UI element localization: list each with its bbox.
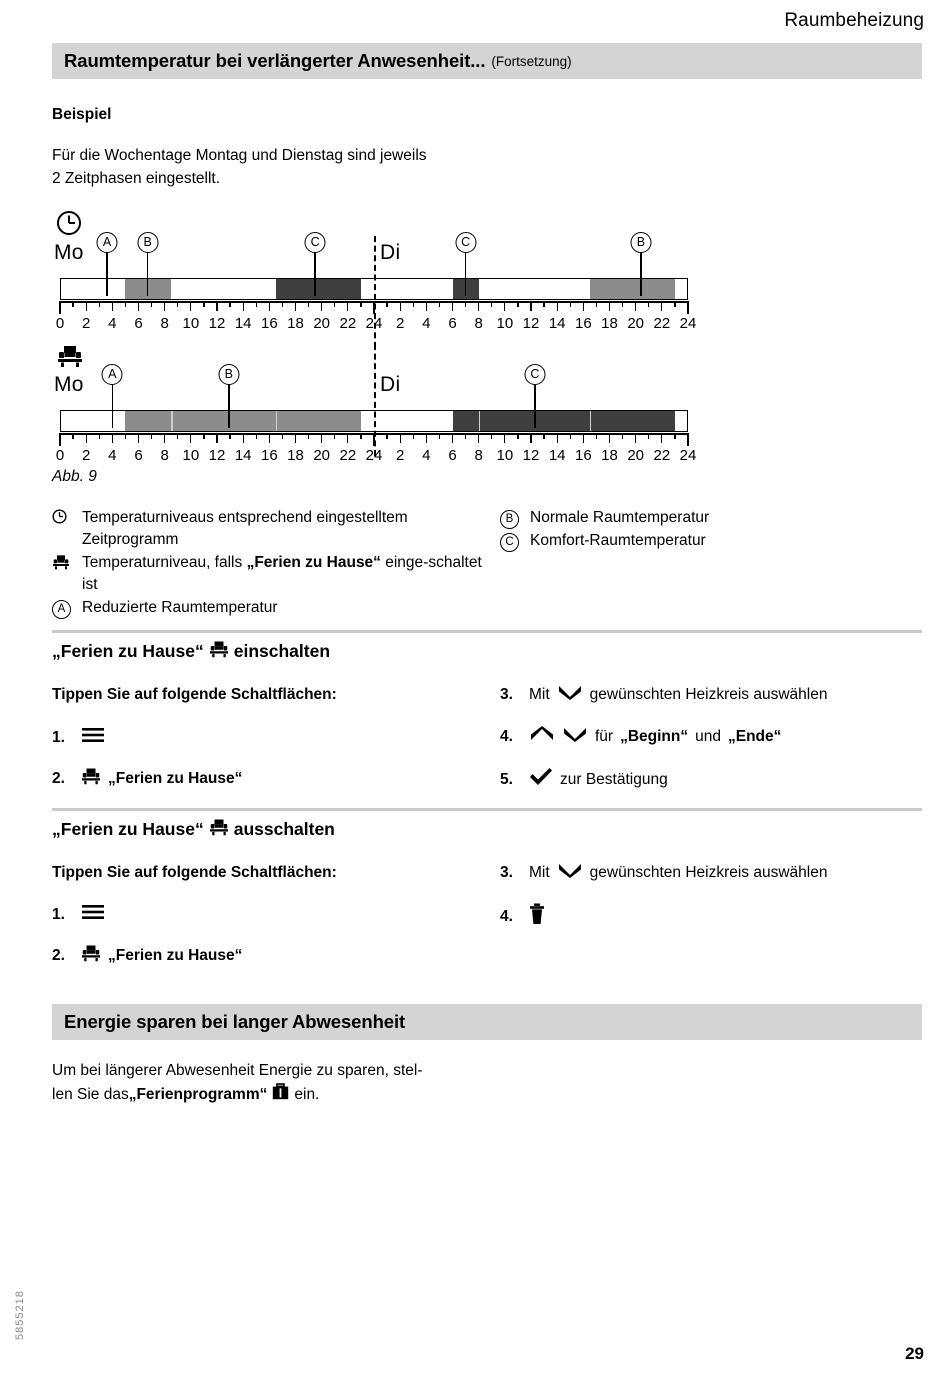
- chart-tick: [674, 433, 675, 439]
- chart-tick: [504, 301, 505, 311]
- chart-segment-divider: [590, 411, 592, 431]
- chart-tick: [125, 433, 126, 439]
- legend-label-pre: Temperaturniveau, falls: [82, 554, 247, 571]
- step-number: 2.: [52, 946, 65, 964]
- chart-tick: [583, 433, 584, 443]
- hamburger-menu-icon[interactable]: [81, 726, 105, 749]
- step-number: 3.: [500, 863, 513, 881]
- switch-on-intro: Tippen Sie auf folgende Schaltflächen:: [52, 686, 337, 703]
- energy-line-2-bold: „Ferienprogramm“: [128, 1085, 268, 1103]
- chart-tick-label: 22: [653, 447, 671, 464]
- chart-tick: [400, 301, 401, 311]
- chart-tick: [295, 301, 296, 311]
- chart-tick-label: 12: [522, 447, 540, 464]
- chart-tick: [635, 433, 636, 443]
- chart-tick: [164, 433, 165, 443]
- check-icon[interactable]: [529, 767, 553, 792]
- chart-tick: [256, 433, 257, 439]
- chart-callout-B: B: [218, 364, 239, 385]
- chart-tick: [452, 433, 453, 443]
- energy-section-title: Energie sparen bei langer Abwesenheit: [64, 1011, 406, 1032]
- chart-tick: [570, 433, 571, 439]
- chart-tick: [452, 301, 453, 311]
- legend-item: [52, 507, 482, 551]
- chart-tick: [138, 301, 139, 311]
- switch-off-heading: [52, 818, 335, 841]
- chart-tick-label: 14: [234, 447, 252, 464]
- chart-tick-label: 18: [601, 447, 618, 464]
- switch-off-heading-post: ausschalten: [233, 819, 335, 839]
- armchair-icon: [209, 818, 229, 841]
- switch-on-step-4[interactable]: [500, 725, 781, 748]
- chart-segment-divider: [276, 411, 278, 431]
- chart-callout-C: C: [305, 232, 326, 253]
- chart-tick: [243, 301, 244, 311]
- chart-tick-label: 12: [522, 315, 540, 332]
- step-number: 1.: [52, 905, 65, 923]
- chart-tick: [609, 433, 610, 443]
- chart-day-separator: [374, 344, 376, 456]
- legend-marker-A: [52, 597, 82, 619]
- chart-tick: [413, 301, 414, 307]
- chart-callout-line: [112, 380, 114, 428]
- step-label-mid: und: [695, 727, 721, 745]
- legend-item-label: Normale Raumtemperatur: [530, 509, 710, 526]
- chart-tick: [86, 301, 87, 311]
- chart-tick: [386, 301, 387, 307]
- legend-item-label: Komfort-Raumtemperatur: [530, 532, 706, 549]
- chart-tick-label: 16: [574, 447, 592, 464]
- chart-day-separator: [374, 236, 376, 348]
- legend-label-post: einge-schaltet ist: [82, 554, 482, 593]
- step-label-bold-2: „Ende“: [728, 727, 782, 745]
- chart2-day-label-tuesday: Di: [380, 373, 401, 396]
- chart-tick: [177, 433, 178, 439]
- switch-on-heading-pre: „Ferien zu Hause“: [52, 641, 204, 661]
- chart-tick-label: 20: [313, 447, 330, 464]
- chart-tick: [596, 301, 597, 307]
- chart-tick: [557, 433, 558, 443]
- step-number: 4.: [500, 907, 513, 925]
- chart-tick-major: [687, 301, 689, 314]
- chart-tick-label: 22: [339, 315, 357, 332]
- chart-segment-B: [125, 411, 361, 431]
- chart-tick: [543, 433, 544, 439]
- step-label: „Ferien zu Hause“: [108, 946, 243, 964]
- chart-callout-B: B: [137, 232, 158, 253]
- chart-tick: [439, 301, 440, 307]
- switch-off-step-1[interactable]: [52, 903, 105, 926]
- switch-off-step-3[interactable]: [500, 861, 827, 884]
- energy-section-band: [52, 1004, 922, 1040]
- chart-tick-label: 2: [395, 447, 405, 464]
- chart-tick: [321, 433, 322, 443]
- step-label-pre: für: [595, 727, 614, 745]
- chart-tick: [570, 301, 571, 307]
- chart-tick: [622, 433, 623, 439]
- chart-tick-label: 14: [234, 315, 252, 332]
- step-label-bold-1: „Beginn“: [620, 727, 689, 745]
- chart-tick: [648, 433, 649, 439]
- document-side-code: 5855218: [14, 1290, 26, 1340]
- legend-item-label: [82, 552, 482, 596]
- chart-tick-label: 8: [474, 447, 483, 464]
- chart1-day-label-tuesday: Di: [380, 241, 401, 264]
- chart-tick-label: 12: [208, 447, 226, 464]
- armchair-icon: [57, 344, 83, 373]
- chart-tick: [216, 433, 217, 443]
- chart-tick-major: [59, 433, 61, 446]
- chart-tick-label: 4: [108, 447, 117, 464]
- chart-tick: [138, 433, 139, 443]
- chart-tick: [517, 301, 518, 307]
- chart-tick: [400, 433, 401, 443]
- chart-tick-label: 4: [422, 315, 431, 332]
- legend-marker-C: [500, 530, 530, 552]
- timeprogram-chart: [52, 208, 712, 333]
- suitcase-icon: [272, 1083, 289, 1108]
- chart-tick: [491, 301, 492, 307]
- chart-callout-line: [640, 248, 642, 296]
- chart-tick: [596, 433, 597, 439]
- chart-tick-major: [59, 301, 61, 314]
- page-title: Raumtemperatur bei verlängerter Anwesenheit...: [64, 50, 486, 71]
- chart-segment-divider: [171, 411, 173, 431]
- chart-tick-label: 4: [422, 447, 431, 464]
- chart-tick: [661, 433, 662, 443]
- chart-callout-line: [314, 248, 316, 296]
- chart-tick-label: 18: [287, 447, 304, 464]
- chart-tick-label: 24: [679, 447, 697, 464]
- step-number: 5.: [500, 770, 513, 788]
- chart-tick: [269, 433, 270, 443]
- legend-item: [52, 597, 482, 619]
- hamburger-menu-icon[interactable]: [81, 903, 105, 926]
- chart-tick-label: 6: [448, 315, 457, 332]
- legend-item-label: Reduzierte Raumtemperatur: [82, 599, 278, 616]
- legend-circle: B: [500, 510, 519, 529]
- legend-item-label: Temperaturniveaus entsprechend eingestelltem Zeitprogramm: [82, 509, 408, 548]
- legend-item: [52, 552, 482, 596]
- chart-tick: [269, 301, 270, 311]
- switch-on-step-3[interactable]: [500, 683, 827, 706]
- chevron-down-icon[interactable]: [557, 861, 583, 884]
- chart-tick: [99, 301, 100, 307]
- chart-tick-label: 20: [627, 447, 644, 464]
- chart-tick-label: 0: [55, 315, 65, 332]
- chart-tick-label: 16: [260, 315, 278, 332]
- chart-tick-label: 2: [81, 447, 91, 464]
- chart-segment-C: [276, 279, 361, 299]
- chart-tick: [557, 301, 558, 311]
- chart-tick: [125, 301, 126, 307]
- chart-tick-label: 10: [182, 447, 200, 464]
- chart-tick: [177, 301, 178, 307]
- chart-tick-label: 8: [160, 447, 169, 464]
- chart-callout-line: [106, 248, 108, 296]
- chart-tick-label: 4: [108, 315, 117, 332]
- armchair-icon: [52, 552, 82, 596]
- chart-tick: [151, 301, 152, 307]
- running-head: Raumbeheizung: [784, 10, 924, 31]
- example-line-2: 2 Zeitphasen eingestellt.: [52, 169, 221, 187]
- chart-tick-label: 22: [339, 447, 357, 464]
- legend-circle: C: [500, 533, 519, 552]
- chart-callout-line: [147, 248, 149, 296]
- chart-tick: [530, 301, 531, 311]
- chart-tick: [308, 301, 309, 307]
- energy-line-2-post: ein.: [294, 1085, 320, 1103]
- chart-tick-label: 24: [679, 315, 697, 332]
- chart-tick-label: 18: [601, 315, 618, 332]
- chart-tick: [151, 433, 152, 439]
- energy-body-text: [52, 1060, 422, 1107]
- chart-tick-label: 20: [627, 315, 644, 332]
- switch-on-heading: [52, 640, 330, 663]
- chart-tick-label: 14: [548, 315, 566, 332]
- chart-tick-label: 6: [134, 315, 143, 332]
- chevron-down-icon[interactable]: [557, 683, 583, 706]
- chart-tick: [334, 433, 335, 439]
- chart-tick: [190, 433, 191, 443]
- chart-tick: [256, 301, 257, 307]
- chart-tick-major: [687, 433, 689, 446]
- chart-tick: [517, 433, 518, 439]
- chart-tick-label: 10: [182, 315, 200, 332]
- chart-tick: [360, 433, 361, 439]
- chart-tick: [86, 433, 87, 443]
- chart-tick-label: 14: [548, 447, 566, 464]
- chart-tick-label: 24: [365, 447, 383, 464]
- chart-tick: [622, 301, 623, 307]
- switch-on-step-1[interactable]: [52, 726, 105, 749]
- figure-caption: Abb. 9: [52, 468, 97, 485]
- divider-rule-2: [52, 808, 922, 811]
- switch-off-step-2[interactable]: [52, 944, 242, 967]
- chart-tick: [72, 301, 73, 307]
- chart-tick: [243, 433, 244, 443]
- divider-rule-1: [52, 630, 922, 633]
- chart-tick: [347, 433, 348, 443]
- chart-tick: [164, 301, 165, 311]
- chart-tick-label: 8: [160, 315, 169, 332]
- chart-segment-B: [590, 279, 675, 299]
- chart-tick: [112, 433, 113, 443]
- chart-tick: [543, 301, 544, 307]
- chart-tick-label: 10: [496, 447, 514, 464]
- chart-callout-C: C: [455, 232, 476, 253]
- chart-tick: [308, 433, 309, 439]
- step-prefix: Mit: [529, 863, 550, 881]
- example-line-1: Für die Wochentage Montag und Dienstag sind jeweils: [52, 147, 427, 164]
- clock-icon: [52, 507, 82, 551]
- energy-line-1: Um bei längerer Abwesenheit Energie zu sparen, stel-: [52, 1062, 423, 1079]
- chart-tick: [321, 301, 322, 311]
- chart-tick: [216, 301, 217, 311]
- step-prefix: Mit: [529, 685, 550, 703]
- step-label: „Ferien zu Hause“: [108, 769, 243, 787]
- chart-tick: [478, 301, 479, 311]
- chart-tick: [112, 301, 113, 311]
- chart-tick: [386, 433, 387, 439]
- energy-line-2-pre: len Sie das: [52, 1085, 129, 1103]
- chart-tick-label: 2: [395, 315, 405, 332]
- step-number: 4.: [500, 727, 513, 745]
- switch-on-step-5[interactable]: [500, 767, 668, 792]
- example-text: [52, 145, 427, 190]
- chart-tick: [504, 433, 505, 443]
- switch-off-heading-pre: „Ferien zu Hause“: [52, 819, 204, 839]
- chart-tick-label: 2: [81, 315, 91, 332]
- chart-segment-divider: [479, 411, 481, 431]
- chart-tick-label: 0: [55, 447, 65, 464]
- chart-callout-line: [534, 380, 536, 428]
- chart-callout-C: C: [524, 364, 545, 385]
- chart-tick-label: 12: [208, 315, 226, 332]
- chart-callout-A: A: [102, 364, 123, 385]
- step-number: 2.: [52, 769, 65, 787]
- chart-tick: [203, 433, 204, 439]
- armchair-icon: [209, 640, 229, 663]
- section-header-band: [52, 43, 922, 79]
- chart-tick: [674, 301, 675, 307]
- chart-tick-label: 18: [287, 315, 304, 332]
- chart-tick: [635, 301, 636, 311]
- chart-tick: [347, 301, 348, 311]
- chart-callout-B: B: [630, 232, 651, 253]
- chart-tick: [439, 433, 440, 439]
- chart-callout-line: [228, 380, 230, 428]
- page-title-continuation: (Fortsetzung): [491, 53, 572, 69]
- legend-marker-B: [500, 507, 530, 529]
- step-label: zur Bestätigung: [560, 770, 668, 788]
- chart-tick-label: 16: [574, 315, 592, 332]
- example-heading: Beispiel: [52, 106, 112, 123]
- chart-tick: [478, 433, 479, 443]
- chart-tick: [72, 433, 73, 439]
- step-number: 1.: [52, 728, 65, 746]
- chart-tick: [583, 301, 584, 311]
- holiday-at-home-chart: [52, 340, 712, 470]
- chart-tick: [99, 433, 100, 439]
- chart-tick-label: 20: [313, 315, 330, 332]
- chart-tick: [295, 433, 296, 443]
- chart-tick-label: 22: [653, 315, 671, 332]
- armchair-icon[interactable]: [81, 944, 101, 967]
- step-number: 3.: [500, 685, 513, 703]
- armchair-icon[interactable]: [81, 767, 101, 790]
- switch-off-intro: Tippen Sie auf folgende Schaltflächen:: [52, 864, 337, 881]
- chart2-day-label-monday: Mo: [54, 373, 84, 396]
- chart-tick-label: 24: [365, 315, 383, 332]
- chevron-up-icon[interactable]: [529, 725, 555, 748]
- chart-tick: [360, 301, 361, 307]
- chart-tick: [661, 301, 662, 311]
- chart-tick-label: 10: [496, 315, 514, 332]
- chart-callout-A: A: [97, 232, 118, 253]
- trash-icon[interactable]: [529, 903, 545, 930]
- chart-tick: [465, 433, 466, 439]
- chart-tick: [426, 301, 427, 311]
- legend-label-bold: „Ferien zu Hause“: [246, 554, 381, 571]
- chart-tick: [190, 301, 191, 311]
- switch-on-step-2[interactable]: [52, 767, 242, 790]
- chart-tick: [229, 301, 230, 307]
- chart-tick: [413, 433, 414, 439]
- step-label: gewünschten Heizkreis auswählen: [589, 863, 828, 881]
- chart-tick-label: 6: [134, 447, 143, 464]
- step-label: gewünschten Heizkreis auswählen: [589, 685, 828, 703]
- chart-tick: [491, 433, 492, 439]
- chart-tick: [609, 301, 610, 311]
- chart-segment-C: [453, 411, 675, 431]
- chart-tick-label: 6: [448, 447, 457, 464]
- clock-icon: [56, 210, 82, 241]
- energy-line-2: [52, 1083, 422, 1108]
- legend-item: [500, 530, 900, 552]
- chart-tick: [229, 433, 230, 439]
- chart-tick: [203, 301, 204, 307]
- chevron-down-icon[interactable]: [562, 725, 588, 748]
- switch-on-heading-post: einschalten: [233, 641, 331, 661]
- chart-tick: [334, 301, 335, 307]
- chart-tick: [282, 433, 283, 439]
- page-number: 29: [905, 1344, 924, 1363]
- chart-callout-line: [465, 248, 467, 296]
- chart-tick: [426, 433, 427, 443]
- legend-circle: A: [52, 600, 71, 619]
- chart-tick: [648, 301, 649, 307]
- chart-tick: [530, 433, 531, 443]
- chart-tick: [465, 301, 466, 307]
- legend-item: [500, 507, 900, 529]
- switch-off-step-4[interactable]: [500, 903, 545, 930]
- chart-tick: [282, 301, 283, 307]
- chart-tick-label: 16: [260, 447, 278, 464]
- chart1-day-label-monday: Mo: [54, 241, 84, 264]
- chart-tick-label: 8: [474, 315, 483, 332]
